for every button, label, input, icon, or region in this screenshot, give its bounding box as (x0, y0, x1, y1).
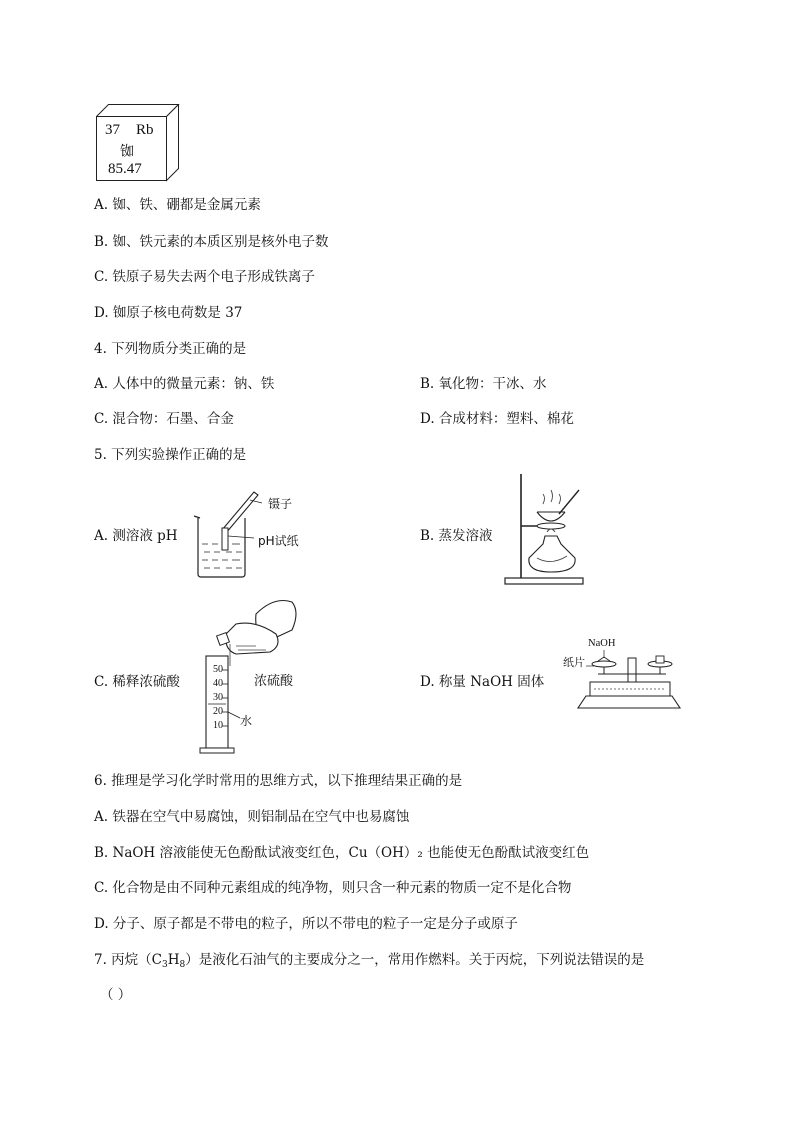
q4-option-a: A. 人体中的微量元素：钠、铁 (94, 376, 275, 392)
q4-option-b: B. 氧化物：干冰、水 (420, 376, 547, 392)
q6-option-b-part2: ₂ 也能使无色酚酞试液变红色 (417, 845, 590, 861)
q3-option-d: D. 铷原子核电荷数是 37 (94, 305, 243, 321)
q7-answer-blank: （ ） (100, 987, 132, 1003)
q4-option-d: D. 合成材料：塑料、棉花 (420, 411, 574, 427)
figure-c-label-acid: 浓硫酸 (254, 674, 294, 689)
figure-d-label-naoh: NaOH (588, 638, 616, 649)
q7-stem-post: ）是液化石油气的主要成分之一，常用作燃料。关于丙烷，下列说法错误的是 (185, 952, 645, 968)
q6-option-b (94, 841, 589, 861)
q6-option-a: A. 铁器在空气中易腐蚀，则铝制品在空气中也易腐蚀 (94, 809, 410, 825)
q3-option-a: A. 铷、铁、硼都是金属元素 (94, 197, 261, 213)
q6-option-b-part1: B. NaOH 溶液能使无色酚酞试液变红色，Cu（OH） (94, 845, 418, 861)
q6-option-c: C. 化合物是由不同种元素组成的纯净物，则只含一种元素的物质一定不是化合物 (94, 880, 572, 896)
q5-option-b-label: B. 蒸发溶液 (420, 528, 493, 544)
q7-stem-pre: 7. 丙烷（C (94, 952, 163, 968)
cylinder-mark-30: 30 (213, 692, 223, 703)
element-number: 37 (105, 122, 120, 138)
element-symbol: Rb (136, 122, 154, 138)
figure-a-beaker-ph (192, 490, 312, 580)
q4-option-c: C. 混合物：石墨、合金 (94, 411, 234, 427)
figure-d-label-paper: 纸片 (563, 656, 585, 669)
figure-c-dilution (196, 594, 306, 756)
figure-a-label-ph-paper: pH试纸 (258, 534, 299, 548)
q5-stem: 5. 下列实验操作正确的是 (94, 447, 247, 463)
q3-option-c: C. 铁原子易失去两个电子形成铁离子 (94, 269, 315, 285)
element-name: 铷 (120, 144, 134, 160)
q5-option-c-label: C. 稀释浓硫酸 (94, 674, 180, 690)
q6-option-d: D. 分子、原子都是不带电的粒子，所以不带电的粒子一定是分子或原子 (94, 916, 518, 932)
element-card (96, 104, 188, 184)
q5-option-a-label: A. 测溶液 pH (94, 528, 178, 544)
q7-sub-8: 8 (179, 960, 186, 970)
figure-a-label-tweezers: 镊子 (268, 497, 293, 511)
q7-sub-3: 3 (162, 960, 168, 970)
q7-stem (94, 948, 644, 970)
cylinder-mark-40: 40 (213, 678, 223, 689)
cylinder-mark-50: 50 (213, 664, 223, 675)
cylinder-mark-10: 10 (213, 720, 223, 731)
figure-c-label-water: 水 (240, 714, 253, 728)
q6-stem: 6. 推理是学习化学时常用的思维方式，以下推理结果正确的是 (94, 773, 463, 789)
cylinder-mark-20: 20 (213, 706, 223, 717)
figure-b-evaporation (503, 472, 593, 587)
q4-stem: 4. 下列物质分类正确的是 (94, 341, 247, 357)
q7-stem-mid: H (167, 952, 180, 968)
figure-d-balance (560, 636, 690, 720)
q5-option-d-label: D. 称量 NaOH 固体 (420, 674, 545, 690)
element-mass: 85.47 (108, 161, 142, 177)
q3-option-b: B. 铷、铁元素的本质区别是核外电子数 (94, 234, 329, 250)
